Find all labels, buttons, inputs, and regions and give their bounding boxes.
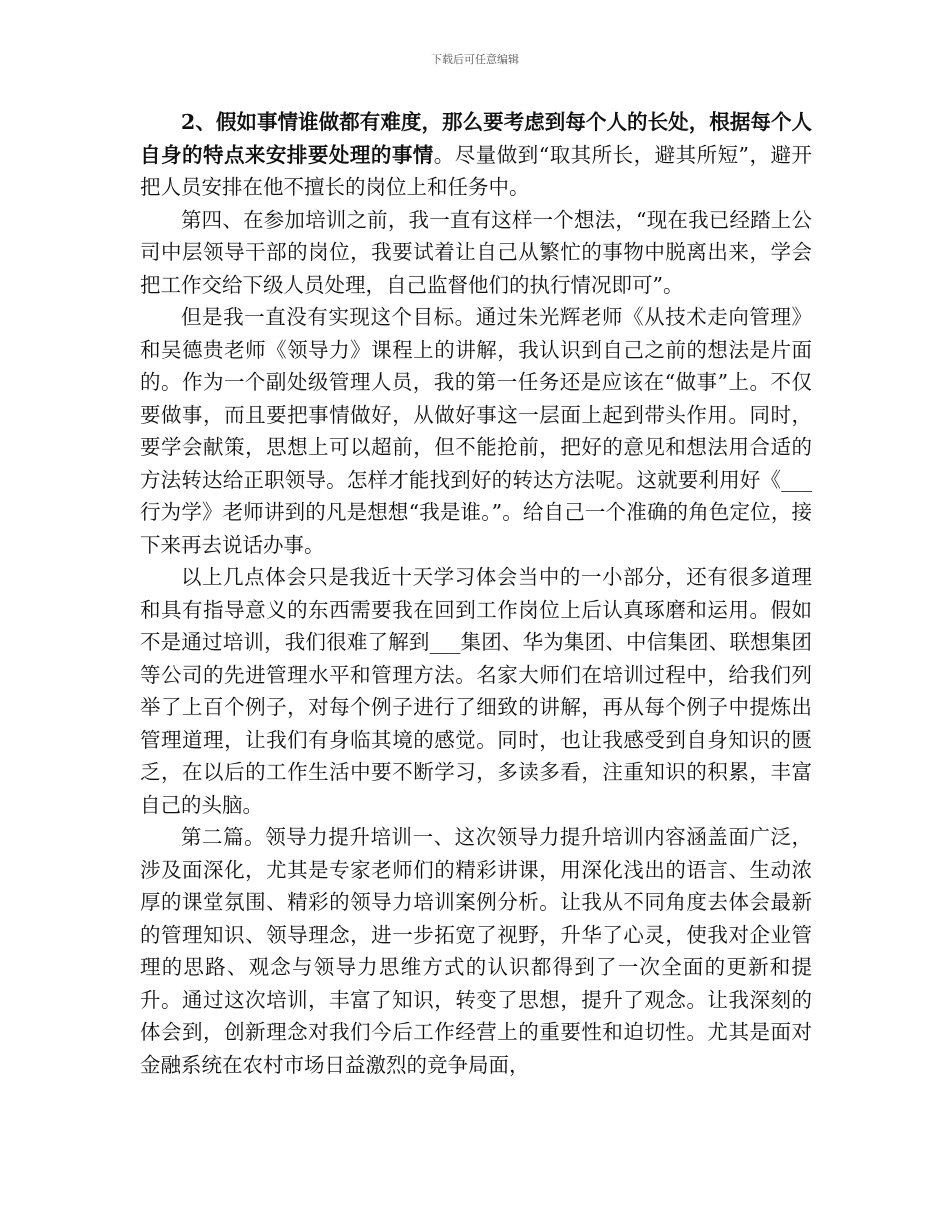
paragraph-1-text: 。尽量做到“取其所长，避其所短”，避开把人员安排在他不擅长的岗位上和任务中。 (140, 142, 812, 199)
paragraph-1-bold-text: 2、假如事情谁做都有难度，那么要考虑到每个人的长处，根据每个人自身的特点来安排要处理的事情 (140, 110, 812, 167)
paragraph-2: 第四、在参加培训之前，我一直有这样一个想法，“现在我已经踏上公司中层领导干部的岗位，我要试着让自己从繁忙的事物中脱离出来，学会把工作交给下级人员处理，自己监督他们的执行情况即可”。 (140, 207, 812, 297)
paragraph-5: 第二篇。领导力提升培训一、这次领导力提升培训内容涵盖面广泛，涉及面深化，尤其是专家老师们的精彩讲课，用深化浅出的语言、生动浓厚的课堂氛围、精彩的领导力培训案例分析。让我从不同角度去体会最新的管理知识、领导理念，进一步拓宽了视野，升华了心灵，使我对企业管理的思路、观念与领导力思维方式的认识都得到了一次全面的更新和提升。通过这次培训，丰富了知识，转变了思想，提升了观念。让我深刻的体会到，创新理念对我们今后工作经营上的重要性和迫切性。尤其是面对金融系统在农村市场日益激烈的竞争局面， (140, 825, 812, 1077)
document-body (140, 106, 812, 1081)
paragraph-4: 以上几点体会只是我近十天学习体会当中的一小部分，还有很多道理和具有指导意义的东西需要我在回到工作岗位上后认真琢磨和运用。假如不是通过培训，我们很难了解到___集团、华为集团、中信集团、联想集团等公司的先进管理水平和管理方法。名家大师们在培训过程中，给我们列举了上百个例子，对每个例子进行了细致的讲解，再从每个例子中提炼出管理道理，让我们有身临其境的感觉。同时，也让我感受到自身知识的匮乏，在以后的工作生活中要不断学习，多读多看，注重知识的积累，丰富自己的头脑。 (140, 565, 812, 817)
paragraph-3: 但是我一直没有实现这个目标。通过朱光辉老师《从技术走向管理》和吴德贵老师《领导力》课程上的讲解，我认识到自己之前的想法是片面的。作为一个副处级管理人员，我的第一任务还是应该在“做事”上。不仅要做事，而且要把事情做好，从做好事这一层面上起到带头作用。同时，要学会献策，思想上可以超前，但不能抢前，把好的意见和想法用合适的方法转达给正职领导。怎样才能找到好的转达方法呢。这就要利用好《___行为学》老师讲到的凡是想想“我是谁。”。给自己一个准确的角色定位，接下来再去说话办事。 (140, 305, 812, 557)
paragraph-1 (140, 106, 812, 204)
page-header-note: 下载后可任意编辑 (431, 53, 519, 66)
